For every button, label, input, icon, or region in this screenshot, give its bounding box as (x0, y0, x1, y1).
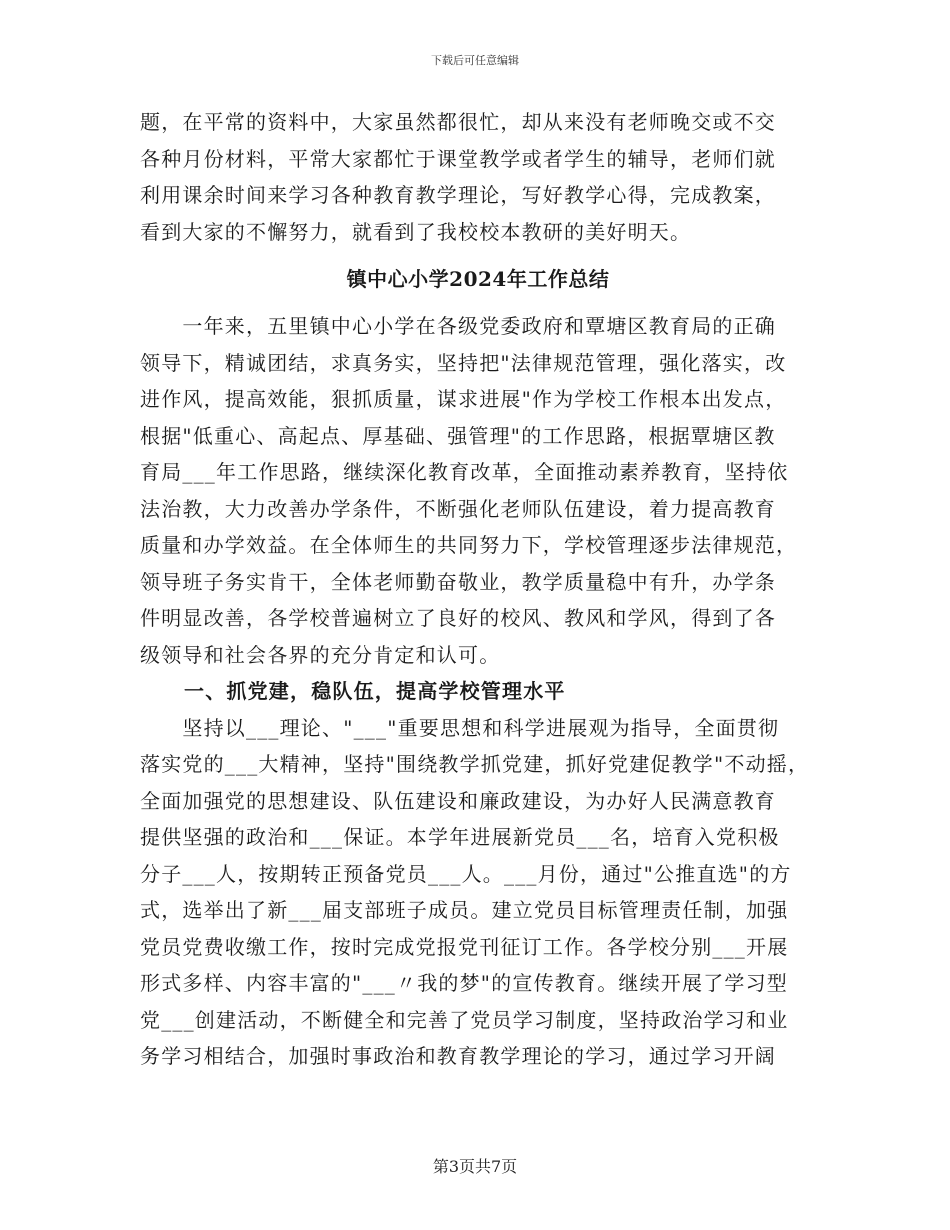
text-line: 领导班子务实肯干，全体老师勤奋敬业，教学质量稳中有升，办学条 (140, 569, 776, 594)
previous-section-text (140, 104, 816, 250)
text-line: 根据"低重心、高起点、厚基础、强管理"的工作思路，根据覃塘区教 (140, 423, 776, 448)
text-line: 质量和办学效益。在全体师生的共同努力下，学校管理逐步法律规范， (140, 533, 798, 557)
header-note: 下载后可任意编辑 (431, 54, 519, 67)
text-line: 件明显改善，各学校普遍树立了良好的校风、教风和学风，得到了各 (140, 606, 776, 630)
document-title: 镇中心小学2024年工作总结 (346, 267, 610, 291)
text-line: 级领导和社会各界的充分肯定和认可。 (140, 642, 501, 667)
text-line: 党___创建活动，不断健全和完善了党员学习制度，坚持政治学习和业 (140, 1007, 789, 1032)
text-line: 一年来，五里镇中心小学在各级党委政府和覃塘区教育局的正确 (140, 314, 776, 338)
text-line: 坚持以___理论、"___"重要思想和科学进展观为指导，全面贯彻 (140, 715, 780, 740)
text-line: 领导下，精诚团结，求真务实，坚持把"法律规范管理，强化落实，改 (140, 350, 787, 375)
text-line: 务学习相结合，加强时事政治和教育教学理论的学习，通过学习开阔 (140, 1044, 776, 1068)
text-line: 育局___年工作思路，继续深化教育改革，全面推动素养教育，坚持依 (140, 460, 789, 484)
section-1-paragraph (140, 710, 816, 1075)
text-line: 式，选举出了新___届支部班子成员。建立党员目标管理责任制，加强 (140, 898, 789, 922)
intro-paragraph (140, 308, 816, 673)
text-line: 法治教，大力改善办学条件，不断强化老师队伍建设，着力提高教育 (140, 496, 776, 521)
text-line: 提供坚强的政治和___保证。本学年进展新党员___名，培育入党积极 (140, 825, 780, 849)
text-line: 各种月份材料，平常大家都忙于课堂教学或者学生的辅导，老师们就 (140, 146, 776, 171)
section-heading: 一、抓党建，稳队伍，提高学校管理水平 (184, 679, 566, 703)
text-line: 形式多样、内容丰富的"___〃我的梦"的宣传教育。继续开展了学习型 (140, 971, 788, 995)
text-line: 党员党费收缴工作，按时完成党报党刊征订工作。各学校分别___开展 (140, 934, 789, 959)
text-line: 进作风，提高效能，狠抓质量，谋求进展"作为学校工作根本出发点， (140, 387, 787, 411)
text-line: 看到大家的不懈努力，就看到了我校校本教研的美好明天。 (140, 219, 692, 244)
text-line: 利用课余时间来学习各种教育教学理论，写好教学心得，完成教案， (140, 183, 776, 207)
text-line: 全面加强党的思想建设、队伍建设和廉政建设，为办好人民满意教育 (140, 788, 776, 813)
text-line: 题，在平常的资料中，大家虽然都很忙，却从来没有老师晚交或不交 (140, 110, 776, 134)
text-line: 落实党的___大精神，坚持"围绕教学抓党建，抓好党建促教学"不动摇， (140, 752, 810, 776)
text-line: 分子___人，按期转正预备党员___人。___月份，通过"公推直选"的方 (140, 861, 792, 886)
page-number: 第3页共7页 (432, 1157, 518, 1176)
document-body (140, 104, 816, 1075)
